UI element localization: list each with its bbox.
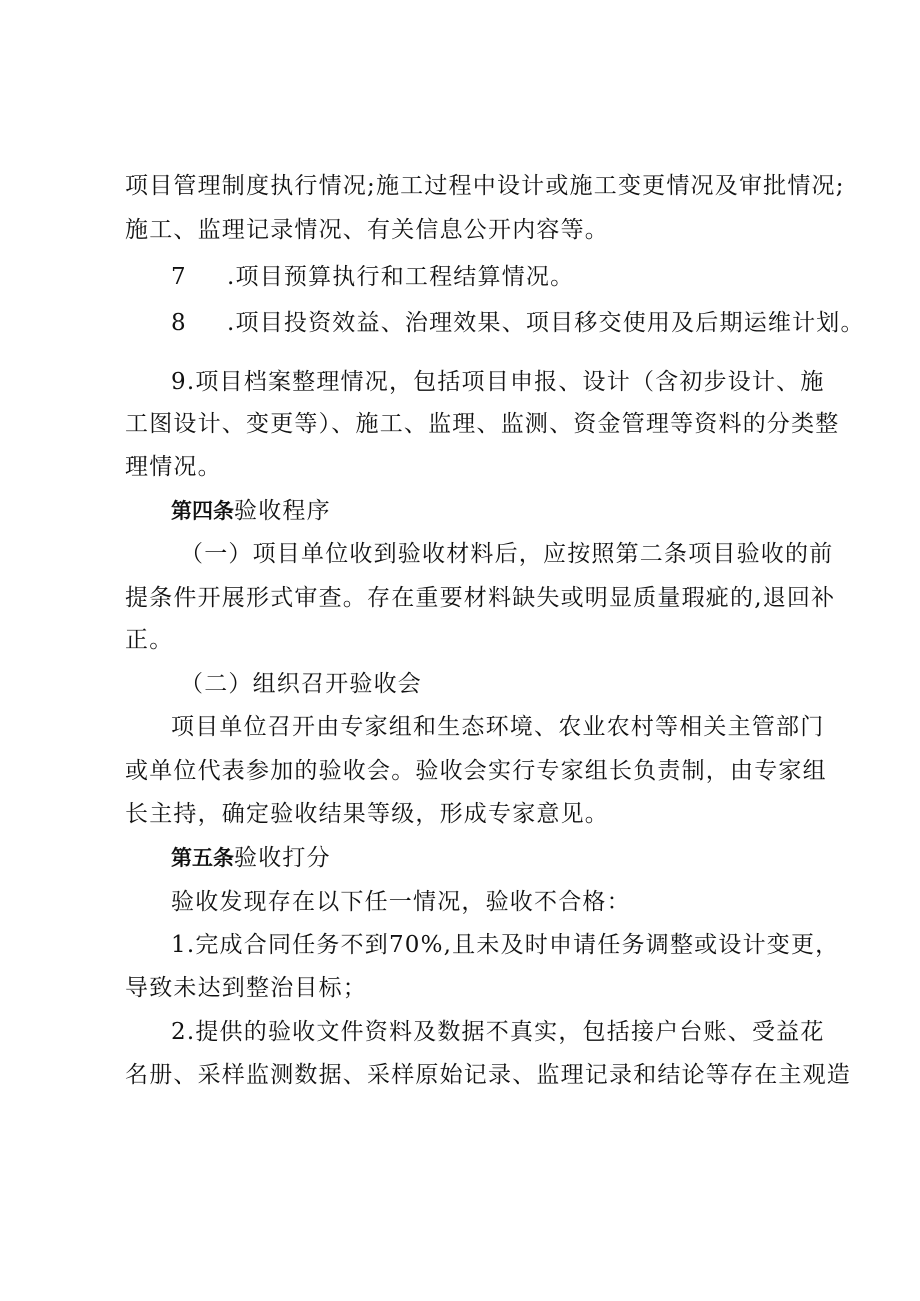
article-heading (171, 843, 331, 873)
list-text: .项目投资效益、治理效果、项目移交使用及后期运维计划。 (227, 310, 865, 336)
paragraph-line: 项目单位召开由专家组和生态环境、农业农村等相关主管部门 (171, 714, 825, 740)
paragraph-line: 正。 (125, 627, 174, 653)
article-heading (171, 496, 331, 526)
paragraph-line: 名册、采样监测数据、采样原始记录、监理记录和结论等存在主观造 (125, 1062, 851, 1088)
paragraph-line: 或单位代表参加的验收会。验收会实行专家组长负责制，由专家组 (125, 758, 827, 784)
article-title: 验收打分 (234, 845, 331, 871)
paragraph-line: 验收发现存在以下任一情况，验收不合格： (171, 889, 631, 915)
paragraph-line: （一）项目单位收到验收材料后，应按照第二条项目验收的前 (180, 541, 834, 567)
list-number: 8 (171, 310, 187, 336)
paragraph-line: 项目管理制度执行情况;施工过程中设计或施工变更情况及审批情况; (125, 173, 845, 199)
article-title: 验收程序 (234, 498, 331, 524)
paragraph-line: 理情况。 (125, 454, 222, 480)
paragraph-line: 1.完成合同任务不到70%,且未及时申请任务调整或设计变更， (171, 932, 840, 958)
paragraph-line: 长主持，确定验收结果等级，形成专家意见。 (125, 801, 609, 827)
list-text: .项目预算执行和工程结算情况。 (227, 264, 575, 290)
paragraph-line: 工图设计、变更等）、施工、监理、监测、资金管理等资料的分类整 (125, 411, 840, 437)
subheading: （二）组织召开验收会 (180, 671, 422, 697)
paragraph-line: 9.项目档案整理情况，包括项目申报、设计（含初步设计、施 (171, 369, 825, 395)
list-item-7 (171, 262, 574, 292)
article-label: 第四条 (171, 499, 234, 523)
paragraph-line: 导致未达到整治目标； (125, 975, 367, 1001)
list-item-8 (171, 308, 865, 338)
article-label: 第五条 (171, 846, 234, 870)
list-number: 7 (171, 264, 187, 290)
paragraph-line: 施工、监理记录情况、有关信息公开内容等。 (125, 217, 609, 243)
paragraph-line: 提条件开展形式审查。存在重要材料缺失或明显质量瑕疵的,退回补 (125, 585, 836, 611)
paragraph-line: 2.提供的验收文件资料及数据不真实，包括接户台账、受益花 (171, 1019, 825, 1045)
